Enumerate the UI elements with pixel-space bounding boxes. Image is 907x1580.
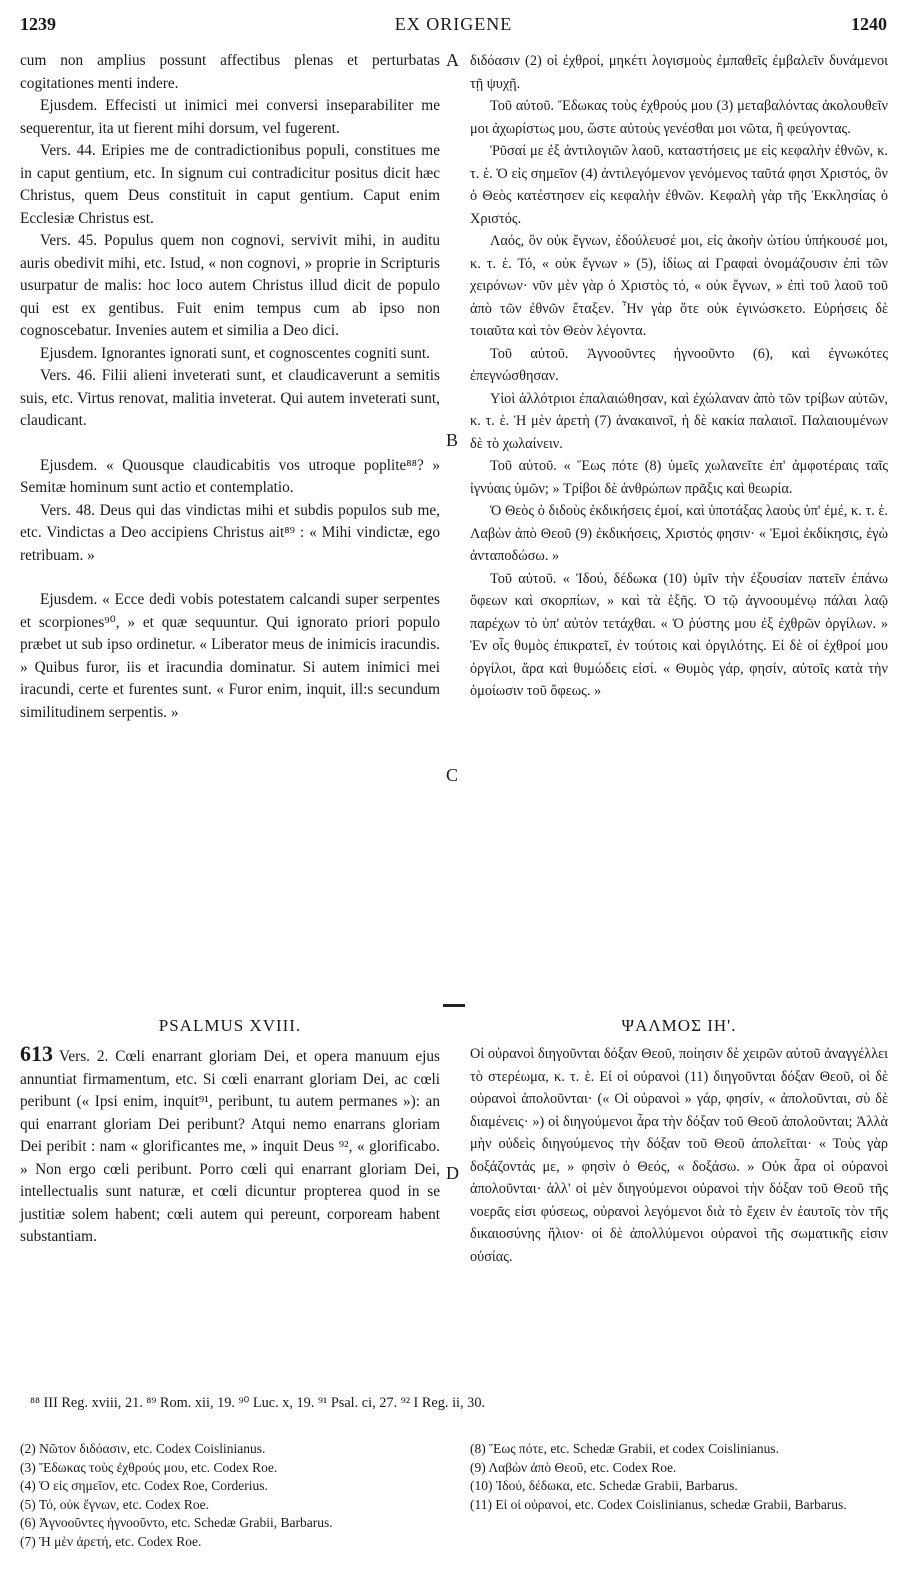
psalm-greek-title: ΨΑΛΜΟΣ ΙΗ'. <box>621 1016 737 1035</box>
section-divider <box>443 1004 465 1007</box>
psalm-latin-text <box>20 1043 440 1249</box>
psalm-latin-paragraph: Vers. 2. Cœli enarrant gloriam Dei, et opera manuum ejus annuntiat firmamentum, etc. Si cœli enarrant gloriam Dei, ac cœli peribunt (« Ipsi enim, inquit⁹¹, peribunt, tu autem permanes »): an qui enarrant gloriam Dei peribunt? Atqui nemo enarrans gloriam Dei peribit : nam « glorificantes me, » inquit Deus ⁹², « glorificabo. » Non ergo cœli peribunt. Porro cœli qui enarrant gloriam Dei, intellectualis sunt naturæ, et cœli dicuntur propterea quod in se justitiæ solem habent; cœli autem qui pereunt, corpoream habent substantiam. <box>20 1048 440 1245</box>
latin-paragraph: Ejusdem. « Quousque claudicabitis vos utroque poplite⁸⁸? » Semitæ hominum sunt actio et contemplatio. <box>20 456 440 496</box>
footnote: (7) Ἡ μὲν ἀρετή, etc. Codex Roe. <box>20 1533 202 1549</box>
footnotes-right <box>470 1440 890 1514</box>
latin-paragraph: Vers. 46. Filii alieni inveterati sunt, et claudicaverunt a semitis suis, etc. Virtus renovat, malitia inveterat. Qui autem inveterati sunt, claudicant. <box>20 367 440 429</box>
latin-paragraph: cum non amplius possunt affectibus plenas et perturbatas cogitationes menti indere. <box>20 52 440 92</box>
running-title: EX ORIGENE <box>394 14 513 34</box>
latin-paragraph: Ejusdem. « Ecce dedi vobis potestatem calcandi super serpentes et scorpiones⁹⁰, » et quæ sequuntur. Qui ignorato priori populo præbet ut sub ipso ordinetur. « Liberator meus de inimicis iracundis. » Quibus furor, iis et iracundia dominatur. Si autem inimici mei iracundi, certe et furentes sunt. « Furor enim, inquit, ill:s secundum similitudinem serpentis. » <box>20 591 440 721</box>
greek-paragraph: Τοῦ αὐτοῦ. « Ἰδού, δέδωκα (10) ὑμῖν τὴν ἐξουσίαν πατεῖν ἐπάνω ὄφεων καὶ σκορπίων, » καὶ τὰ ἑξῆς. Ὁ τῷ ἀγνοουμένῳ πάλαι λαῷ παρέχων τὸ ὑπ' αὐτὸν τετάχθαι. « Ὁ ῥύστης μου ἐξ ἐχθρῶν ὀργίλων. » Ἐν οἷς θυμὸς ἐπικρατεῖ, ἐν τούτοις καὶ ὀργιλότης. Εἰ δὲ οἱ ἐχθροί μου ὀργίλοι, ἄρα καὶ θυμώδεις εἰσί. « Θυμὸς γάρ, φησίν, αὐτοῖς κατὰ τὴν ὁμοίωσιν τοῦ ὄφεως. » <box>470 570 888 699</box>
running-header <box>20 14 887 40</box>
greek-paragraph: Ὁ Θεὸς ὁ διδοὺς ἐκδικήσεις ἐμοί, καὶ ὑποτάξας λαοὺς ὑπ' ἐμέ, κ. τ. ἑ. Λαβὼν ἀπὸ Θεοῦ (9) ἐκδικήσεις, Χριστός φησιν· « Ἐμοὶ ἐκδίκησις, ἐγὼ ἀνταποδώσω. » <box>470 503 888 564</box>
greek-paragraph: Λαός, ὃν οὐκ ἔγνων, ἐδούλευσέ μοι, εἰς ἀκοὴν ὠτίου ὑπήκουσέ μοι, κ. τ. ἑ. Τό, « οὐκ ἔγνων » (5), ἰδίως αἱ Γραφαὶ ὀνομάζουσιν ἐπὶ τῶν χειρόνων· νῦν μὲν γὰρ ὁ Χριστὸς τό, « οὐκ ἔγνων, » ἐπὶ τοῦ λαοῦ τοῦ ἀπὸ τῶν ἐθνῶν ἔταξεν. Ἦν γὰρ ὅτε οὐκ ἐγινώσκετο. Εὑρήσεις δὲ τοιαῦτα καὶ τὸν Θεὸν λέγοντα. <box>470 233 888 339</box>
psalm-greek-paragraph: Οἱ οὐρανοὶ διηγοῦνται δόξαν Θεοῦ, ποίησιν δὲ χειρῶν αὐτοῦ ἀναγγέλλει τὸ στερέωμα, κ. τ. ἑ. Εἰ οἱ οὐρανοὶ (11) διηγοῦνται δόξαν Θεοῦ, οἱ δὲ οὐρανοὶ ἀπολοῦνται· (« Οἱ οὐρανοὶ » γάρ, φησίν, « ἀπολοῦνται, σὺ δὲ διαμένεις· ») οἱ διηγούμενοι ἆρα τὴν δόξαν τοῦ Θεοῦ ἀπολοῦνται; Ἀλλὰ μὴν οὐδεὶς διηγούμενος τὴν δόξαν τοῦ Θεοῦ ἀπολεῖται· « Τοὺς γὰρ δοξάζοντάς με, » φησὶν ὁ Θεός, « δοξάσω. » Οὐκ ἆρα οἱ οὐρανοὶ ἀπολοῦνται· ἀλλ' οἱ μὲν διηγούμενοι οὐρανοὶ τὴν δόξαν τοῦ Θεοῦ τῆς νοερᾶς εἰσι φύσεως, οὐρανοὶ λεγόμενοι διὰ τὸ ἔχειν ἐν ἑαυτοῖς τὸν τῆς δικαιοσύνης ἥλιον· οἱ δὲ ἀπολλύμενοι οὐρανοὶ τῆς σωματικῆς εἰσιν οὐσίας. <box>470 1046 888 1265</box>
footnote: (6) Ἀγνοοῦντες ἠγνοοῦντο, etc. Schedæ Grabii, Barbarus. <box>20 1515 333 1531</box>
footnote: (8) Ἕως πότε, etc. Schedæ Grabii, et codex Coislinianus. <box>470 1441 780 1456</box>
greek-paragraph: Ῥῦσαί με ἐξ ἀντιλογιῶν λαοῦ, καταστήσεις με εἰς κεφαλὴν ἐθνῶν, κ. τ. ἑ. Ὁ εἰς σημεῖον (4) ἀντιλεγόμενον γενόμενος ταῦτά φησι Χριστός, ὃν ὁ Θεὸς κατέστησεν εἰς κεφαλὴν ἐθνῶν. Κεφαλὴ γὰρ τῆς Ἐκκλησίας ὁ Χριστός. <box>470 143 888 227</box>
latin-paragraph: Ejusdem. Effecisti ut inimici mei conversi inseparabiliter me sequerentur, ita ut fierent mihi dorsum, vel fugerent. <box>20 97 440 137</box>
footnote: (9) Λαβὼν ἀπὸ Θεοῦ, etc. Codex Roe. <box>470 1459 677 1475</box>
greek-column-top <box>470 50 888 703</box>
psalm-latin-title: PSALMUS XVIII. <box>158 1016 302 1035</box>
latin-paragraph: Vers. 45. Populus quem non cognovi, servivit mihi, in auditu auris obedivit mihi, etc. Istud, « non cognovi, » proprie in Scripturis usurpatur de malis: hoc loco autem Christus illud dicit de populo qui est ex gentibus. Fuit enim tempus cum ab ipso non cognoscebatur. Invenies autem et similia a Deo dici. <box>20 232 440 339</box>
psalm-greek-text <box>470 1043 888 1268</box>
greek-paragraph: Τοῦ αὐτοῦ. Ἀγνοοῦντες ἠγνοοῦντο (6), καὶ ἐγνωκότες ἐπεγνώσθησαν. <box>470 345 888 384</box>
latin-paragraph: Vers. 48. Deus qui das vindictas mihi et subdis populos sub me, etc. Vindictas a Deo accipiens Christus ait⁸⁹ : « Mihi vindictæ, ego retribuam. » <box>20 501 440 564</box>
greek-paragraph: Τοῦ αὐτοῦ. « Ἕως πότε (8) ὑμεῖς χωλανεῖτε ἐπ' ἀμφοτέραις ταῖς ἰγνύαις ὑμῶν; » Τρίβοι δὲ ἀνθρώπων πρᾶξις καὶ θεωρία. <box>470 458 888 497</box>
column-number: 613 <box>20 1041 53 1066</box>
greek-paragraph: Υἱοὶ ἀλλότριοι ἐπαλαιώθησαν, καὶ ἐχώλαναν ἀπὸ τῶν τρίβων αὐτῶν, κ. τ. ἑ. Ἡ μὲν ἀρετὴ (7) ἀνακαινοῖ, ἡ δὲ κακία παλαιοῖ. Παλαιουμένων δὲ τὸ χωλαίνειν. <box>470 390 888 452</box>
margin-marker-a: A <box>446 50 459 70</box>
greek-paragraph: Τοῦ αὐτοῦ. Ἔδωκας τοὺς ἐχθρούς μου (3) μεταβαλόντας ἀκολουθεῖν μοι ἀχωρίστως μου, ὥστε αὐτοὺς γενέσθαι μοι νῶτα, ἢ φεύγοντας. <box>470 98 888 137</box>
latin-column-top <box>20 50 440 724</box>
footnote: (11) Εἰ οἱ οὐρανοί, etc. Codex Coislinianus, schedæ Grabii, Barbarus. <box>470 1496 847 1512</box>
latin-paragraph: Ejusdem. Ignorantes ignorati sunt, et cognoscentes cogniti sunt. <box>40 344 430 362</box>
greek-paragraph: διδόασιν (2) οἱ ἐχθροί, μηκέτι λογισμοὺς ἐμπαθεῖς ἐμβαλεῖν δυνάμενοι τῇ ψυχῇ. <box>470 53 888 92</box>
margin-marker-c: C <box>446 765 459 785</box>
page-number-right: 1240 <box>851 14 887 34</box>
footnote: (4) Ὁ εἰς σημεῖον, etc. Codex Roe, Corderius. <box>20 1478 268 1494</box>
footnote: (5) Τό, οὐκ ἔγνων, etc. Codex Roe. <box>20 1496 210 1512</box>
page-number-left: 1239 <box>20 14 56 34</box>
scripture-references: ⁸⁸ III Reg. xviii, 21. ⁸⁹ Rom. xii, 19. ⁹⁰ Luc. x, 19. ⁹¹ Psal. ci, 27. ⁹² I Reg. ii, 30. <box>30 1395 486 1411</box>
latin-paragraph: Vers. 44. Eripies me de contradictionibus populi, constitues me in caput gentium, etc. In signum cui contradicitur positus dicit hæc Christus, quem Deus constituit in caput gentium. Caput enim Ecclesiæ Christus est. <box>20 142 440 227</box>
footnote: (10) Ἰδού, δέδωκα, etc. Schedæ Grabii, Barbarus. <box>470 1478 738 1494</box>
footnote: (3) Ἔδωκας τοὺς ἐχθρούς μου, etc. Codex Roe. <box>20 1459 278 1475</box>
margin-marker-b: B <box>446 430 459 450</box>
footnotes-left <box>20 1440 445 1552</box>
margin-marker-d: D <box>446 1163 459 1183</box>
footnote: (2) Νῶτον διδόασιν, etc. Codex Coislinianus. <box>20 1441 266 1456</box>
